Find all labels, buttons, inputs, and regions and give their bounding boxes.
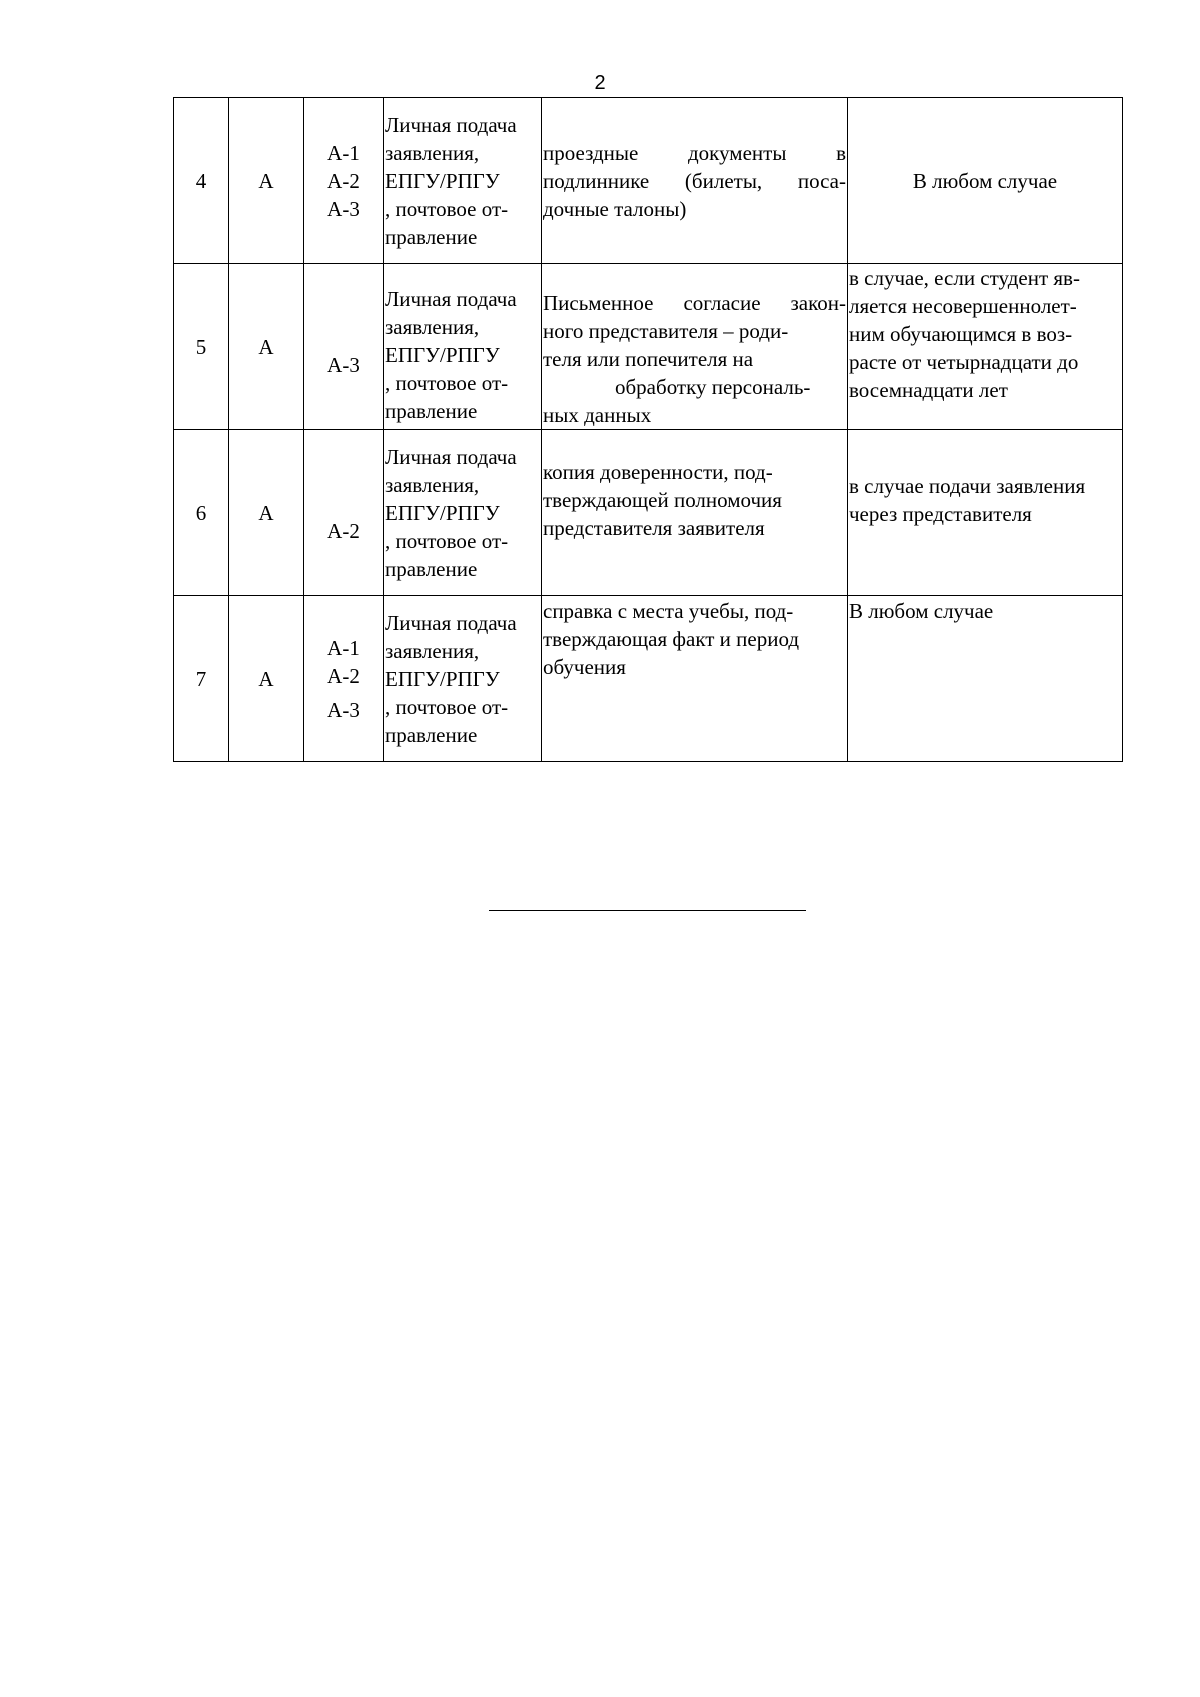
row-number: 6: [174, 430, 229, 596]
condition: В любом случае: [848, 596, 1123, 762]
applicant-codes: [304, 430, 384, 596]
code: А-1: [327, 140, 360, 165]
condition: В любом случае: [848, 98, 1123, 264]
code: А-3: [327, 697, 360, 722]
code: А-3: [327, 352, 360, 377]
table-row: [174, 98, 1123, 264]
submission-method: Личная подача заявления, ЕПГУ/РПГУ , почтовое от- правление: [384, 264, 542, 430]
document-description: Письменное согласие закон- ного представителя – роди- теля или попечителя на обработку персональ- ных данных: [542, 264, 848, 430]
row-letter: А: [229, 264, 304, 430]
document-table: [173, 97, 1123, 762]
submission-method: Личная подача заявления, ЕПГУ/РПГУ , почтовое от- правление: [384, 98, 542, 264]
code: А-1: [327, 635, 360, 660]
separator-line: [489, 910, 806, 911]
code: А-2: [327, 663, 360, 688]
document-description: справка с места учебы, под- тверждающая факт и период обучения: [542, 596, 848, 762]
table-row: [174, 596, 1123, 762]
row-letter: А: [229, 98, 304, 264]
document-description: копия доверенности, под- тверждающей полномочия представителя заявителя: [542, 430, 848, 596]
table-row: [174, 430, 1123, 596]
code: А-3: [327, 196, 360, 221]
row-number: 5: [174, 264, 229, 430]
applicant-codes: [304, 264, 384, 430]
document-description: проездные документы в подлиннике (билеты, поса- дочные талоны): [542, 98, 848, 264]
condition: в случае подачи заявления через представителя: [848, 430, 1123, 596]
condition: в случае, если студент яв- ляется несовершеннолет- ним обучающимся в воз- расте от четырнадцати до восемнадцати лет: [848, 264, 1123, 430]
row-letter: А: [229, 430, 304, 596]
page-number: 2: [594, 72, 606, 94]
applicant-codes: [304, 596, 384, 762]
submission-method: Личная подача заявления, ЕПГУ/РПГУ , почтовое от- правление: [384, 596, 542, 762]
code: А-2: [327, 168, 360, 193]
table-row: [174, 264, 1123, 430]
submission-method: Личная подача заявления, ЕПГУ/РПГУ , почтовое от- правление: [384, 430, 542, 596]
code: А-2: [327, 518, 360, 543]
row-letter: А: [229, 596, 304, 762]
row-number: 4: [174, 98, 229, 264]
row-number: 7: [174, 596, 229, 762]
applicant-codes: [304, 98, 384, 264]
